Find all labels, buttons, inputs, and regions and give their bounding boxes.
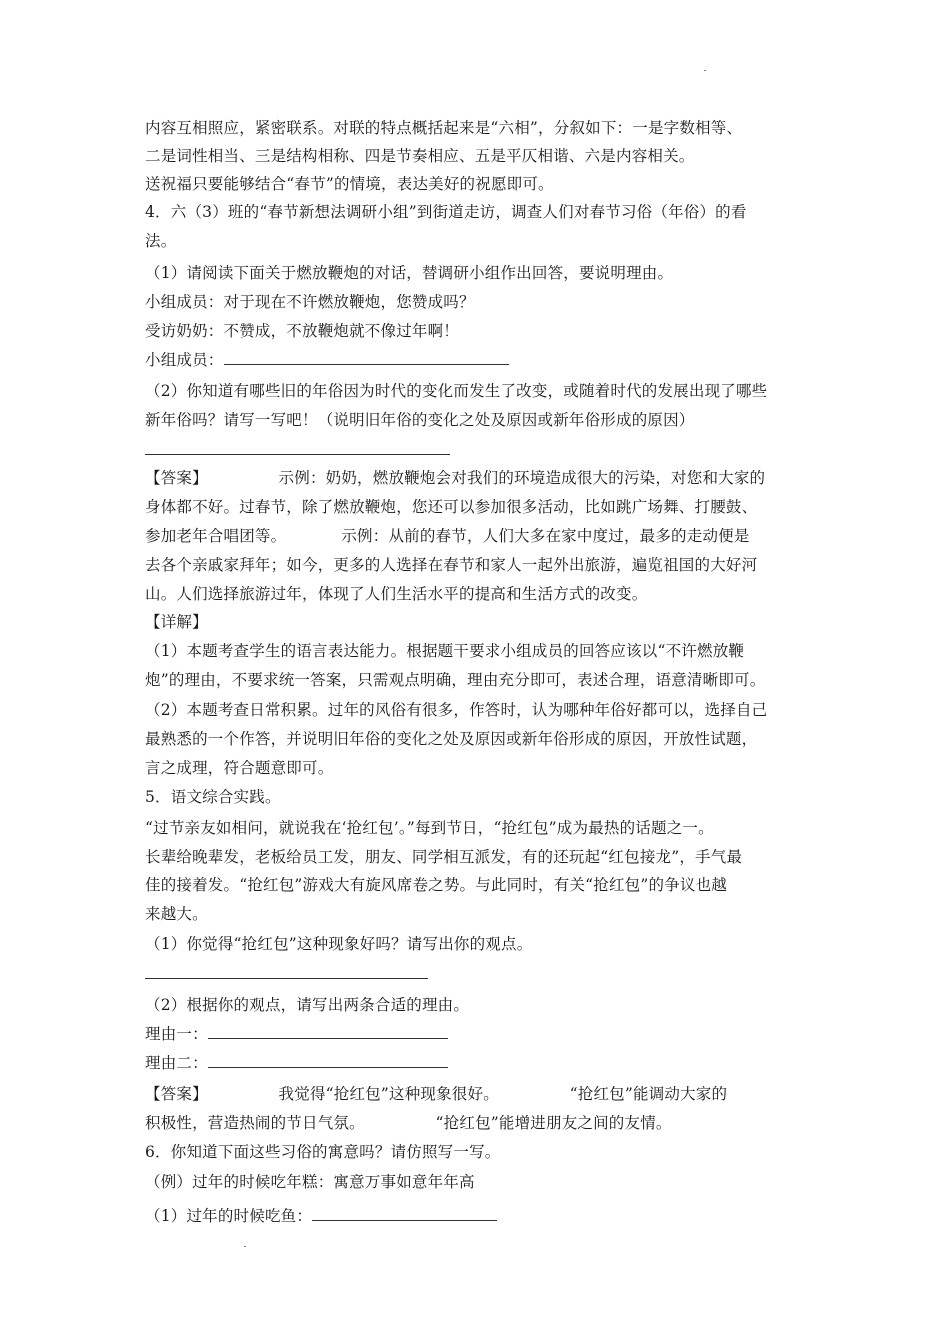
text-line: 参加老年合唱团等。 示例：从前的春节，人们大多在家中度过，最多的走动便是 (145, 527, 750, 545)
text-line: 山。人们选择旅游过年，体现了人们生活水平的提高和生活方式的改变。 (145, 585, 648, 603)
text-line: （1）请阅读下面关于燃放鞭炮的对话，替调研小组作出回答，要说明理由。 (145, 264, 674, 282)
text-line: 二是词性相当、三是结构相称、四是节奏相应、五是平仄相谐、六是内容相关。 (145, 147, 695, 165)
text-line: 佳的接着发。“抢红包”游戏大有旋风席卷之势。与此同时，有关“抢红包”的争议也越 (145, 876, 727, 894)
answer-blank[interactable] (224, 350, 509, 365)
text-line: （1）你觉得“抢红包”这种现象好吗？请写出你的观点。 (145, 935, 533, 953)
text-line: 新年俗吗？请写一写吧！（说明旧年俗的变化之处及原因或新年俗形成的原因） (145, 411, 695, 429)
explanation-header: 【详解】 (145, 613, 208, 631)
text-line: 受访奶奶：不赞成，不放鞭炮就不像过年啊！ (145, 322, 460, 340)
text-line: 来越大。 (145, 905, 208, 923)
text-line: 炮”的理由，不要求统一答案，只需观点明确，理由充分即可，表述合理，语意清晰即可。 (145, 671, 766, 689)
answer-blank[interactable] (312, 1206, 497, 1221)
text-line: 身体都不好。过春节，除了燃放鞭炮，您还可以参加很多活动，比如跳广场舞、打腰鼓、 (145, 498, 758, 516)
question-4-title: 4．六（3）班的“春节新想法调研小组”到街道走访，调查人们对春节习俗（年俗）的看 (145, 203, 747, 221)
text-line: （2）根据你的观点，请写出两条合适的理由。 (145, 996, 470, 1014)
text-line: “过节亲友如相问，就说我在‘抢红包’。”每到节日，“抢红包”成为最热的话题之一。 (145, 819, 714, 837)
text-line: （2）你知道有哪些旧的年俗因为时代的变化而发生了改变，或随着时代的发展出现了哪些 (145, 382, 768, 400)
text-line: （1）本题考查学生的语言表达能力。根据题干要求小组成员的回答应该以“不许燃放鞭 (145, 642, 745, 660)
answer-line: 【答案】 示例：奶奶，燃放鞭炮会对我们的环境造成很大的污染，对您和大家的 (145, 469, 766, 487)
label-text: 理由一： (145, 1025, 208, 1043)
text-line: （2）本题考查日常积累。过年的风俗有很多，作答时，认为哪种年俗好都可以，选择自己 (145, 701, 768, 719)
text-line: 长辈给晚辈发，老板给员工发，朋友、同学相互派发，有的还玩起“红包接龙”，手气最 (145, 848, 743, 866)
text-line: 言之成理，符合题意即可。 (145, 759, 334, 777)
text-line: 内容互相照应，紧密联系。对联的特点概括起来是“六相”，分叙如下：一是字数相等、 (145, 119, 743, 137)
question-6-title: 6．你知道下面这些习俗的寓意吗？请仿照写一写。 (145, 1143, 501, 1161)
answer-line-label (145, 1052, 448, 1074)
text-line: 法。 (145, 232, 177, 250)
answer-line: 【答案】 我觉得“抢红包”这种现象很好。 “抢红包”能调动大家的 (145, 1085, 728, 1103)
text-line: 送祝福只要能够结合“春节”的情境，表达美好的祝愿即可。 (145, 175, 554, 193)
answer-blank[interactable] (145, 454, 450, 455)
label-text: （1）过年的时候吃鱼： (145, 1207, 313, 1225)
text-line: 小组成员：对于现在不许燃放鞭炮，您赞成吗？ (145, 293, 475, 311)
answer-blank[interactable] (208, 1024, 448, 1039)
answer-blank[interactable] (208, 1053, 448, 1068)
text-line: 去各个亲戚家拜年；如今，更多的人选择在春节和家人一起外出旅游，遍览祖国的大好河 (145, 556, 758, 574)
label-text: 小组成员： (145, 351, 224, 369)
answer-line-label (145, 1205, 497, 1227)
answer-line-label (145, 1023, 448, 1045)
text-line: 最熟悉的一个作答，并说明旧年俗的变化之处及原因或新年俗形成的原因，开放性试题， (145, 730, 758, 748)
answer-line-label (145, 349, 509, 371)
question-5-title: 5．语文综合实践。 (145, 788, 281, 806)
label-text: 理由二： (145, 1054, 208, 1072)
answer-blank[interactable] (145, 978, 428, 979)
text-line: （例）过年的时候吃年糕：寓意万事如意年年高 (145, 1173, 475, 1191)
scan-dot (244, 1246, 246, 1247)
scan-dot (704, 70, 706, 71)
text-line: 积极性，营造热闹的节日气氛。 “抢红包”能增进朋友之间的友情。 (145, 1114, 672, 1132)
